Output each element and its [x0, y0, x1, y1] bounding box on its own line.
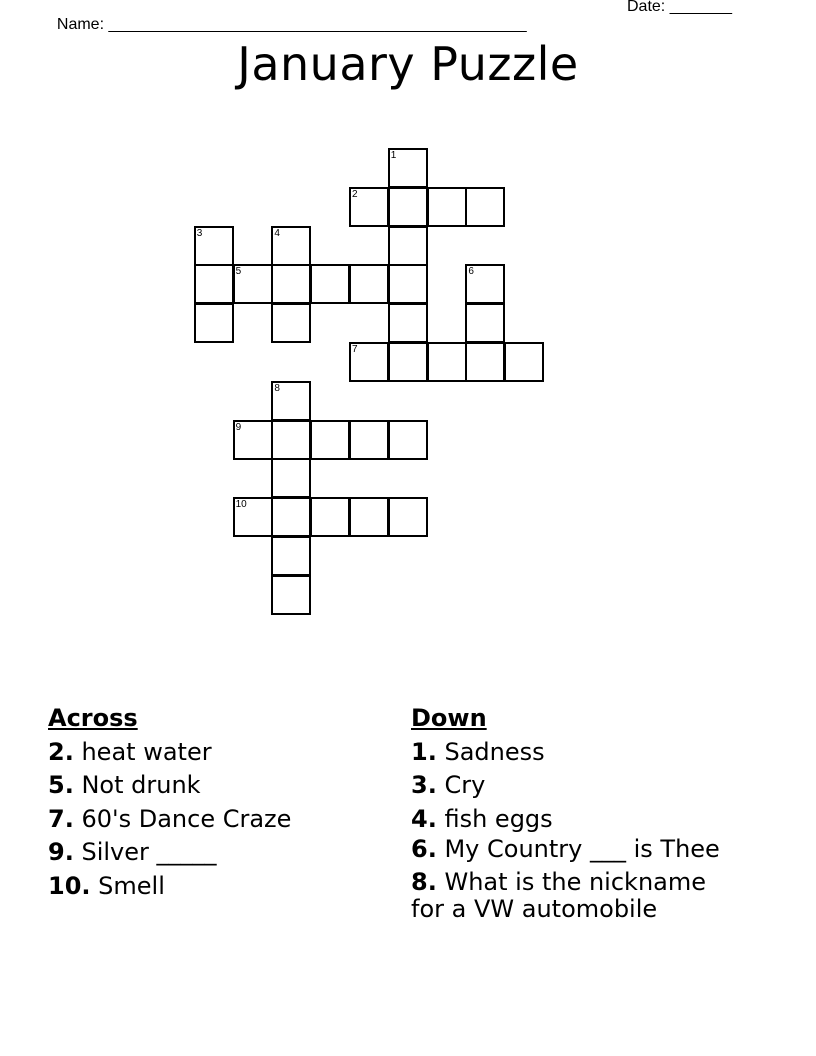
crossword-cell[interactable]: [349, 420, 389, 460]
clue-text: Smell: [98, 871, 165, 900]
clue-text: What is the nickname for a VW automobile: [411, 868, 707, 923]
crossword-cell[interactable]: [388, 148, 428, 188]
crossword-cell[interactable]: [388, 303, 428, 343]
page-title: January Puzzle: [237, 37, 579, 91]
crossword-cell[interactable]: [388, 420, 428, 460]
clue-text: 60's Dance Craze: [81, 804, 292, 833]
clue-num: 10.: [48, 871, 91, 900]
crossword-cell[interactable]: [271, 536, 311, 576]
clue-number: 10: [235, 499, 247, 511]
crossword-cell[interactable]: [388, 497, 428, 537]
crossword-cell[interactable]: [465, 264, 505, 304]
crossword-cell[interactable]: [310, 264, 350, 304]
crossword-cell[interactable]: [233, 420, 273, 460]
across-clue: [48, 736, 378, 770]
down-clue: [411, 736, 741, 770]
clue-number: 3: [196, 227, 203, 239]
crossword-cell[interactable]: [388, 342, 428, 382]
crossword-cell[interactable]: [271, 575, 311, 615]
crossword-cell[interactable]: [349, 342, 389, 382]
clue-num: 3.: [411, 771, 437, 799]
crossword-cell[interactable]: [271, 381, 311, 421]
crossword-cell[interactable]: [271, 226, 311, 266]
crossword-cell[interactable]: [233, 264, 273, 304]
crossword-cell[interactable]: [194, 264, 234, 304]
down-clue: [411, 803, 741, 837]
crossword-cell[interactable]: [271, 264, 311, 304]
across-clues: [48, 702, 378, 903]
crossword-cell[interactable]: [233, 497, 273, 537]
clue-text: Not drunk: [81, 771, 201, 799]
clue-num: 2.: [48, 737, 74, 766]
across-heading: Across: [48, 704, 138, 732]
crossword-cell[interactable]: [504, 342, 544, 382]
crossword-cell[interactable]: [194, 226, 234, 266]
clue-number: 9: [235, 421, 242, 433]
clue-text: My Country ___ is Thee: [444, 835, 720, 863]
crossword-cell[interactable]: [349, 187, 389, 227]
clue-number: 6: [468, 266, 474, 278]
date-field[interactable]: Date: _______: [627, 0, 732, 15]
crossword-cell[interactable]: [465, 187, 505, 227]
clue-number: 1: [390, 150, 397, 161]
across-clue: [48, 836, 378, 870]
crossword-cell[interactable]: [271, 420, 311, 460]
crossword-cell[interactable]: [310, 497, 350, 537]
down-heading: Down: [411, 704, 487, 732]
down-clue: [411, 869, 741, 923]
name-field[interactable]: Name: _______________________________________________: [56, 16, 527, 33]
clue-number: 7: [352, 344, 358, 355]
crossword-cell[interactable]: [271, 497, 311, 537]
clue-number: 4: [274, 227, 280, 239]
crossword-cell[interactable]: [271, 303, 311, 343]
across-clue: [48, 803, 378, 837]
crossword-cell[interactable]: [194, 303, 234, 343]
crossword-cell[interactable]: [427, 342, 467, 382]
down-clues: [411, 702, 741, 929]
clue-number: 5: [235, 266, 242, 278]
clue-text: Silver _____: [81, 838, 217, 866]
crossword-cell[interactable]: [388, 264, 428, 304]
down-clue: [411, 836, 741, 863]
clue-num: 7.: [48, 804, 74, 833]
crossword-cell[interactable]: [271, 458, 311, 498]
crossword-cell[interactable]: [427, 187, 467, 227]
clue-text: Sadness: [444, 737, 545, 766]
clue-num: 8.: [411, 868, 437, 896]
down-clue: [411, 769, 741, 803]
across-clue: [48, 870, 378, 904]
crossword-cell[interactable]: [465, 342, 505, 382]
clue-number: 2: [352, 188, 358, 200]
clue-number: 8: [274, 382, 280, 394]
crossword-cell[interactable]: [388, 226, 428, 266]
crossword-cell[interactable]: [388, 187, 428, 227]
clue-num: 1.: [411, 737, 437, 766]
clue-text: fish eggs: [444, 804, 553, 833]
across-clue: [48, 769, 378, 803]
clue-text: heat water: [81, 737, 212, 766]
crossword-cell[interactable]: [349, 497, 389, 537]
crossword-cell[interactable]: [465, 303, 505, 343]
clue-num: 4.: [411, 804, 437, 833]
clue-num: 9.: [48, 838, 74, 866]
clue-text: Cry: [444, 771, 486, 799]
clue-num: 5.: [48, 771, 74, 799]
clue-num: 6.: [411, 835, 437, 863]
crossword-cell[interactable]: [310, 420, 350, 460]
crossword-cell[interactable]: [349, 264, 389, 304]
